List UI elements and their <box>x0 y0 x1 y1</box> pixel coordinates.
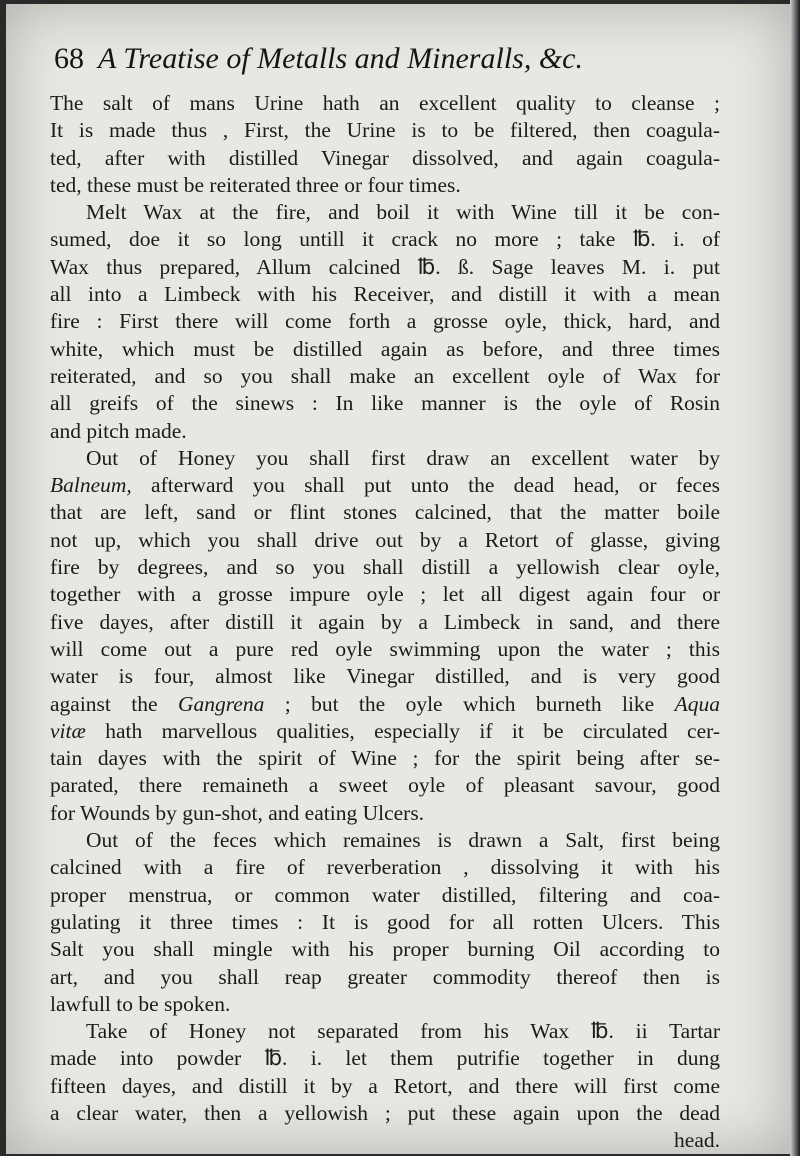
text-line: a clear water, then a yellowish ; put these again upon the dead <box>50 1100 720 1125</box>
text-line: Wax thus prepared, Allum calcined ℔. ß. Sage leaves M. i. put <box>50 254 720 279</box>
text-line: calcined with a fire of reverberation , dissolving it with his <box>50 855 720 880</box>
text-line: fire : First there will come forth a grosse oyle, thick, hard, and <box>50 309 720 334</box>
text-line: vitæ hath marvellous qualities, especially if it be circulated cer- <box>50 718 720 743</box>
book-gutter-shadow <box>790 0 800 1156</box>
text-line: ted, these must be reiterated three or four times. <box>50 172 461 197</box>
text-line: together with a grosse impure oyle ; let all digest again four or <box>50 582 720 607</box>
text-line: made into powder ℔. i. let them putrifie together in dung <box>50 1046 720 1071</box>
text-line: Melt Wax at the fire, and boil it with Wine till it be con- <box>86 200 720 225</box>
page-body <box>50 90 720 1154</box>
text-line: against the Gangrena ; but the oyle which burneth like Aqua <box>50 691 720 716</box>
text-line: Out of the feces which remaines is drawn a Salt, first being <box>86 828 720 853</box>
text-line: The salt of mans Urine hath an excellent quality to cleanse ; <box>50 91 720 115</box>
text-line: that are left, sand or flint stones calcined, that the matter boile <box>50 500 720 525</box>
text-line: art, and you shall reap greater commodity thereof then is <box>50 964 720 989</box>
page-number: 68 <box>54 42 84 75</box>
text-line: reiterated, and so you shall make an excellent oyle of Wax for <box>50 363 720 388</box>
text-line: for Wounds by gun-shot, and eating Ulcers. <box>50 800 425 825</box>
text-line: will come out a pure red oyle swimming upon the water ; this <box>50 636 720 661</box>
text-line: all greifs of the sinews : In like manner is the oyle of Rosin <box>50 391 720 416</box>
text-line: water is four, almost like Vinegar distilled, and is very good <box>50 664 720 689</box>
text-line: and pitch made. <box>50 418 187 443</box>
text-line: ted, after with distilled Vinegar dissolved, and again coagula- <box>50 145 720 170</box>
text-line: Salt you shall mingle with his proper burning Oil according to <box>50 937 720 962</box>
text-line: five dayes, after distill it again by a Limbeck in sand, and there <box>50 609 720 634</box>
text-line: white, which must be distilled again as before, and three times <box>50 336 720 361</box>
running-header <box>54 42 754 76</box>
text-line: fifteen dayes, and distill it by a Retort, and there will first come <box>50 1073 720 1098</box>
text-line: It is made thus , First, the Urine is to be filtered, then coagula- <box>50 118 720 143</box>
text-line: gulating it three times : It is good for all rotten Ulcers. This <box>50 909 720 934</box>
running-title: A Treatise of Metalls and Mineralls, &c. <box>98 42 583 75</box>
text-line: proper menstrua, or common water distilled, filtering and coa- <box>50 882 720 907</box>
text-line: head. <box>674 1128 720 1153</box>
text-line: sumed, doe it so long untill it crack no more ; take ℔. i. of <box>50 227 720 252</box>
text-line: Balneum, afterward you shall put unto the dead head, or feces <box>50 473 720 498</box>
text-line: Take of Honey not separated from his Wax ℔. ii Tartar <box>86 1019 720 1044</box>
text-line: tain dayes with the spirit of Wine ; for the spirit being after se- <box>50 746 720 771</box>
text-line: not up, which you shall drive out by a Retort of glasse, giving <box>50 527 720 552</box>
text-line: lawfull to be spoken. <box>50 991 231 1016</box>
book-page <box>6 4 790 1154</box>
text-line: Out of Honey you shall first draw an excellent water by <box>86 445 720 470</box>
text-line: parated, there remaineth a sweet oyle of pleasant savour, good <box>50 773 720 798</box>
text-line: all into a Limbeck with his Receiver, and distill it with a mean <box>50 282 720 307</box>
text-line: fire by degrees, and so you shall distill a yellowish clear oyle, <box>50 555 720 580</box>
